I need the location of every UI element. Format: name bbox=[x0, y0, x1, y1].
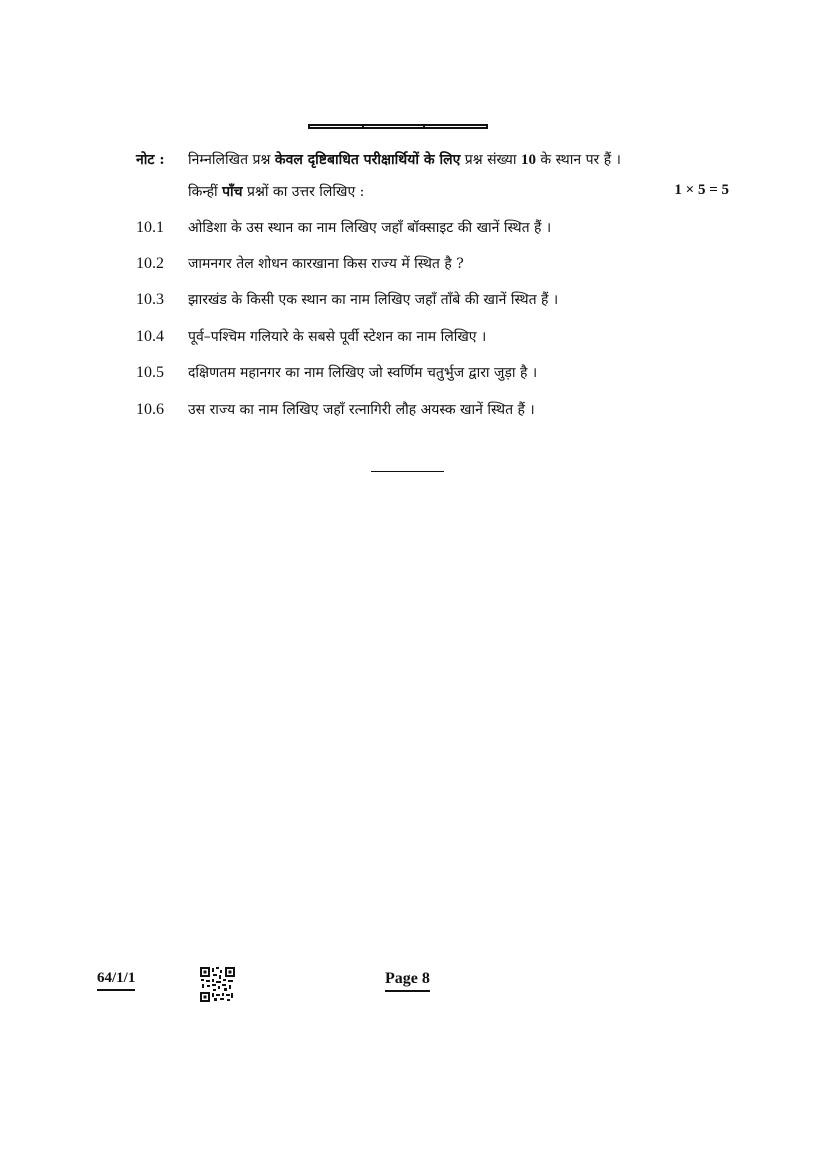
note-line-1 bbox=[188, 150, 621, 169]
question-number: 10.2 bbox=[136, 255, 164, 272]
question-item bbox=[136, 363, 537, 382]
question-text: झारखंड के किसी एक स्थान का नाम लिखिए जहाँ ताँबे की खानें स्थित हैं । bbox=[188, 292, 559, 308]
question-number-ref: 10 bbox=[520, 152, 536, 168]
question-text: उस राज्य का नाम लिखिए जहाँ रत्नागिरी लौह अयस्क खानें स्थित हैं । bbox=[188, 402, 535, 418]
paper-code: 64/1/1 bbox=[97, 970, 135, 991]
question-number: 10.5 bbox=[136, 364, 164, 381]
divider-tick bbox=[362, 126, 364, 127]
question-number: 10.6 bbox=[136, 401, 164, 418]
note-text: निम्नलिखित प्रश्न bbox=[188, 152, 275, 168]
instruction-emphasis: पाँच bbox=[222, 184, 243, 200]
question-item bbox=[136, 218, 551, 237]
instruction-text: प्रश्नों का उत्तर लिखिए : bbox=[242, 184, 365, 200]
question-item bbox=[136, 254, 464, 273]
note-line-2 bbox=[188, 182, 364, 201]
end-of-section-line bbox=[371, 471, 444, 472]
question-text: जामनगर तेल शोधन कारखाना किस राज्य में स्थित है ? bbox=[188, 256, 464, 272]
divider-tick bbox=[423, 126, 425, 127]
question-text: पूर्व–पश्चिम गलियारे के सबसे पूर्वी स्टेशन का नाम लिखिए । bbox=[188, 329, 487, 345]
question-text: दक्षिणतम महानगर का नाम लिखिए जो स्वर्णिम चतुर्भुज द्वारा जुड़ा है । bbox=[188, 365, 538, 381]
marks-allocation: 1 × 5 = 5 bbox=[674, 182, 729, 198]
note-text: प्रश्न संख्या bbox=[460, 152, 521, 168]
question-item bbox=[136, 327, 486, 346]
question-item bbox=[136, 400, 535, 419]
note-emphasis: केवल दृष्टिबाधित परीक्षार्थियों के लिए bbox=[274, 152, 461, 168]
instruction-text: किन्हीं bbox=[188, 184, 223, 200]
question-number: 10.1 bbox=[136, 219, 164, 236]
note-label: नोट : bbox=[136, 152, 165, 168]
question-number: 10.4 bbox=[136, 328, 164, 345]
page-number: Page 8 bbox=[385, 970, 430, 992]
question-text: ओडिशा के उस स्थान का नाम लिखिए जहाँ बॉक्साइट की खानें स्थित हैं । bbox=[188, 220, 552, 236]
question-number: 10.3 bbox=[136, 291, 164, 308]
qr-code-icon bbox=[200, 967, 235, 1002]
question-item bbox=[136, 290, 558, 309]
note-text: के स्थान पर हैं । bbox=[535, 152, 621, 168]
section-divider bbox=[308, 124, 488, 129]
